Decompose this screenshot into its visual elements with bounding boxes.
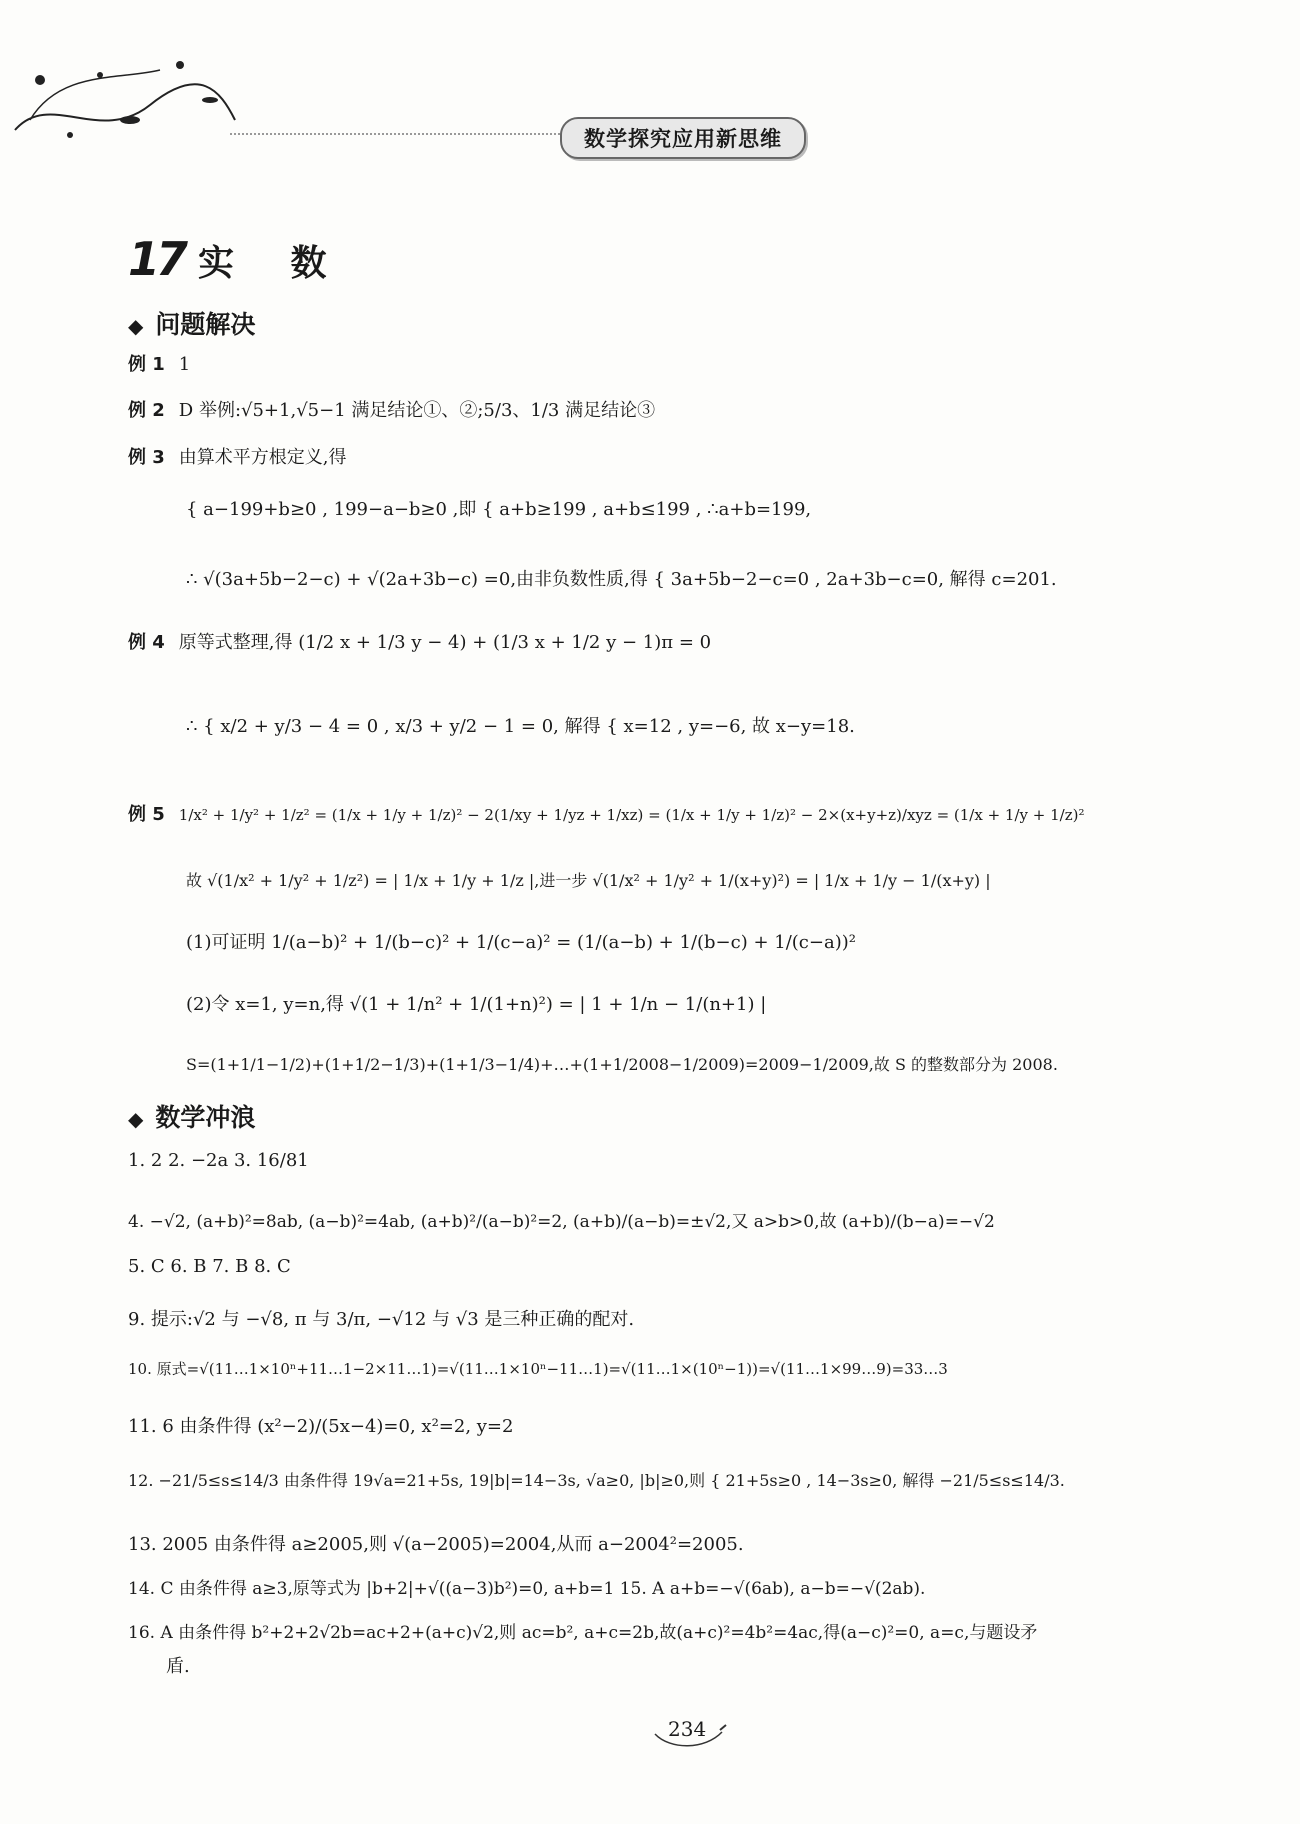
example-4: 例 4 原等式整理,得 (1/2 x + 1/3 y − 4) + (1/3 x + 1/2 y − 1)π = 0 <box>128 632 712 653</box>
example-3-line-2: ∴ √(3a+5b−2−c) + √(2a+3b−c) =0,由非负数性质,得 { 3a+5b−2−c=0 , 2a+3b−c=0, 解得 c=201. <box>186 569 1057 590</box>
answer-12: 12. −21/5≤s≤14/3 由条件得 19√a=21+5s, 19|b|=14−3s, √a≥0, |b|≥0,则 { 21+5s≥0 , 14−3s≥0, 解得 −21/5≤s≤14/3. <box>128 1471 1065 1490</box>
example-3: 例 3 由算术平方根定义,得 <box>128 447 347 468</box>
answer-11: 11. 6 由条件得 (x²−2)/(5x−4)=0, x²=2, y=2 <box>128 1416 514 1437</box>
example-5-line-3: (1)可证明 1/(a−b)² + 1/(b−c)² + 1/(c−a)² = (1/(a−b) + 1/(b−c) + 1/(c−a))² <box>186 932 856 953</box>
header-badge: 数学探究应用新思维 <box>560 117 806 159</box>
section-heading-math-surfing: ◆ 数学冲浪 <box>128 1103 256 1132</box>
diamond-icon: ◆ <box>128 1107 144 1131</box>
answer-10: 10. 原式=√(11…1×10ⁿ+11…1−2×11…1)=√(11…1×10ⁿ−11…1)=√(11…1×(10ⁿ−1))=√(11…1×99…9)=33…3 <box>128 1360 948 1378</box>
example-3-line-1: { a−199+b≥0 , 199−a−b≥0 ,即 { a+b≥199 , a+b≤199 , ∴a+b=199, <box>186 499 812 520</box>
answer-16: 16. A 由条件得 b²+2+2√2b=ac+2+(a+c)√2,则 ac=b², a+c=2b,故(a+c)²=4b²=4ac,得(a−c)²=0, a=c,与题设矛 <box>128 1623 1038 1643</box>
answer-14-15: 14. C 由条件得 a≥3,原等式为 |b+2|+√((a−3)b²)=0, a+b=1 15. A a+b=−√(6ab), a−b=−√(2ab). <box>128 1579 926 1599</box>
answer-16-continued: 盾. <box>166 1656 190 1677</box>
example-1: 例 1 1 <box>128 354 191 375</box>
diamond-icon: ◆ <box>128 314 144 338</box>
answer-9: 9. 提示:√2 与 −√8, π 与 3/π, −√12 与 √3 是三种正确的配对. <box>128 1309 635 1330</box>
example-5-line-5: S=(1+1/1−1/2)+(1+1/2−1/3)+(1+1/3−1/4)+…+(1+1/2008−1/2009)=2009−1/2009,故 S 的整数部分为 2008. <box>186 1055 1058 1074</box>
chapter-heading <box>128 232 349 286</box>
example-4-line-1: ∴ { x/2 + y/3 − 4 = 0 , x/3 + y/2 − 1 = 0, 解得 { x=12 , y=−6, 故 x−y=18. <box>186 716 855 737</box>
example-5: 例 5 1/x² + 1/y² + 1/z² = (1/x + 1/y + 1/z)² − 2(1/xy + 1/yz + 1/xz) = (1/x + 1/y + 1/z)² − 2×(x+y+z)/xyz = (1/x + 1/y + 1/z)² <box>128 804 1085 825</box>
chapter-title: 实 数 <box>198 243 349 284</box>
answer-13: 13. 2005 由条件得 a≥2005,则 √(a−2005)=2004,从而 a−2004²=2005. <box>128 1534 744 1555</box>
example-2: 例 2 D 举例:√5+1,√5−1 满足结论①、②;5/3、1/3 满足结论③ <box>128 400 656 421</box>
chapter-number: 17 <box>128 232 185 286</box>
answer-4: 4. −√2, (a+b)²=8ab, (a−b)²=4ab, (a+b)²/(a−b)²=2, (a+b)/(a−b)=±√2,又 a>b>0,故 (a+b)/(b−a)=−√2 <box>128 1212 995 1232</box>
floral-ornament-icon <box>10 50 240 150</box>
example-5-line-4: (2)令 x=1, y=n,得 √(1 + 1/n² + 1/(1+n)²) = | 1 + 1/n − 1/(n+1) | <box>186 994 767 1015</box>
example-5-line-2: 故 √(1/x² + 1/y² + 1/z²) = | 1/x + 1/y + 1/z |,进一步 √(1/x² + 1/y² + 1/(x+y)²) = | 1/x + 1/y − 1/(x+y) | <box>186 871 991 890</box>
answer-5-8: 5. C 6. B 7. B 8. C <box>128 1256 291 1277</box>
section-heading-problem-solving: ◆ 问题解决 <box>128 310 256 339</box>
page-number: 234 <box>668 1717 707 1741</box>
header-rule <box>230 133 560 135</box>
answer-1-3: 1. 2 2. −2a 3. 16/81 <box>128 1150 309 1171</box>
